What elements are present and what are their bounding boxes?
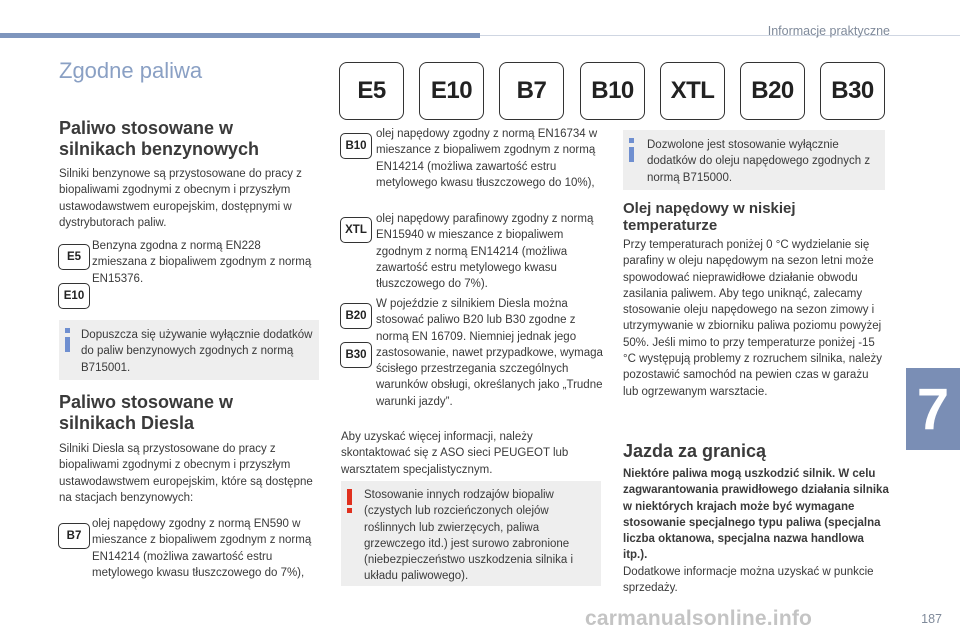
petrol-spec xyxy=(92,238,314,287)
badge-e10: E10 xyxy=(58,283,90,309)
chapter-tab: 7 xyxy=(906,368,960,450)
more-info xyxy=(341,429,603,478)
chapter-title: Informacje praktyczne xyxy=(767,24,890,38)
petrol-additive-note xyxy=(59,320,319,380)
diesel-intro xyxy=(59,441,321,506)
fuel-badge-b30: B30 xyxy=(820,62,885,120)
abroad-text: Dodatkowe informacje można uzyskać w punkcie sprzedaży. xyxy=(623,565,874,595)
petrol-intro-text: Silniki benzynowe są przystosowane do pracy z biopaliwami zgodnymi z obecnym i przyszłym ustawodawstwem europejskim, dostępnymi w dystrybutorach paliw. xyxy=(59,168,302,229)
xtl-spec xyxy=(376,211,608,292)
diesel-heading-text: Paliwo stosowane w silnikach Diesla xyxy=(59,392,234,433)
abroad-heading xyxy=(623,441,883,462)
diesel-additive-note xyxy=(623,130,885,190)
abroad-block xyxy=(623,466,889,596)
page-number: 187 xyxy=(921,612,942,626)
warning-icon xyxy=(347,489,353,513)
diesel-intro-text: Silniki Diesla są przystosowane do pracy z biopaliwami zgodnymi z obecnym i przyszłym ustawodawstwem europejskim, które są dostępne na stacjach benzynowych: xyxy=(59,443,313,504)
more-info-text: Aby uzyskać więcej informacji, należy skontaktować się z ASO sieci PEUGEOT lub warsztatem specjalistycznym. xyxy=(341,431,569,476)
petrol-heading xyxy=(59,118,309,160)
header-accent-bar xyxy=(0,33,480,38)
cold-text: Przy temperaturach poniżej 0 °C wydzielanie się parafiny w oleju napędowym na sezon letni może spowodować nieprawidłowe działanie obwodu zasilania paliwem. Aby tego uniknąć, zalecamy stosowanie oleju napędowego na sezon zimowy i utrzymywanie w zbiorniku paliwa poziomu powyżej 50%. Jeśli mimo to przy temperaturze poniżej -15 °C występują problemy z rozruchem silnika, należy pozostawić samochód na pewien czas w garażu lub ogrzewanym warsztacie. xyxy=(623,239,882,398)
fuel-badge-b10: B10 xyxy=(580,62,645,120)
b10-spec xyxy=(376,126,608,191)
fuel-badge-b20: B20 xyxy=(740,62,805,120)
cold-weather-text xyxy=(623,237,885,400)
badge-b20: B20 xyxy=(340,303,372,329)
petrol-spec-text: Benzyna zgodna z normą EN228 zmieszana z biopaliwem zgodnym z normą EN15376. xyxy=(92,240,312,285)
b20-spec-text: W pojeździe z silnikiem Diesla można stosować paliwo B20 lub B30 zgodne z normą EN 16709. Niemniej jednak jego zastosowanie, nawet przypadkowe, wymaga ścisłego przestrzegania szczególnych warunków obsługi, określanych jako „Trudne warunki jazdy”. xyxy=(376,298,603,408)
fuel-badge-e5: E5 xyxy=(339,62,404,120)
petrol-intro xyxy=(59,166,321,231)
watermark: carmanualsonline.info xyxy=(585,607,813,630)
info-note-text: Dozwolone jest stosowanie wyłącznie dodatków do oleju napędowego zgodnych z normą B715000. xyxy=(647,139,871,184)
warning-note-text: Stosowanie innych rodzajów biopaliw (czystych lub rozcieńczonych olejów roślinnych lub zwierzęcych, paliwa grzewczego itd.) jest surowo zabronione (niebezpieczeństwo uszkodzenia silnika i układu paliwowego). xyxy=(364,489,574,583)
petrol-heading-text: Paliwo stosowane w silnikach benzynowych xyxy=(59,118,260,159)
badge-b30: B30 xyxy=(340,342,372,368)
b7-spec xyxy=(92,516,314,581)
section-title: Zgodne paliwa xyxy=(59,58,203,83)
petrol-note-text: Dopuszcza się używanie wyłącznie dodatków do paliw benzynowych zgodnych z normą B715001. xyxy=(81,329,313,374)
b7-spec-text: olej napędowy zgodny z normą EN590 w mieszance z biopaliwem zgodnym z normą EN14214 (możliwa zawartość estru metylowego kwasu tłuszczowego do 7%), xyxy=(92,518,312,579)
cold-heading xyxy=(623,200,883,234)
diesel-heading xyxy=(59,392,309,434)
info-icon xyxy=(629,138,635,162)
xtl-spec-text: olej napędowy parafinowy zgodny z normą EN15940 w mieszance z biopaliwem zgodnym z normą EN14214 (możliwa zawartość estru metylowego kwasu tłuszczowego do 7%). xyxy=(376,213,594,291)
abroad-heading-text: Jazda za granicą xyxy=(623,441,767,461)
b20-b30-spec xyxy=(376,296,608,410)
info-icon xyxy=(65,328,71,352)
b10-spec-text: olej napędowy zgodny z normą EN16734 w mieszance z biopaliwem zgodnym z normą EN14214 (możliwa zawartość estru metylowego kwasu tłuszczowego do 10%), xyxy=(376,128,598,189)
badge-b7: B7 xyxy=(58,523,90,549)
badge-xtl: XTL xyxy=(340,217,372,243)
fuel-badge-xtl: XTL xyxy=(660,62,725,120)
badge-b10: B10 xyxy=(340,133,372,159)
fuel-badge-e10: E10 xyxy=(419,62,484,120)
abroad-bold-text: Niektóre paliwa mogą uszkodzić silnik. W celu zagwarantowania prawidłowego działania silnika w niektórych krajach może być wymagane stosowanie specjalnego typu paliwa (specjalna liczba oktanowa, specjalna nazwa handlowa itp.). xyxy=(623,468,889,562)
badge-e5: E5 xyxy=(58,244,90,270)
fuel-badge-b7: B7 xyxy=(499,62,564,120)
cold-heading-text: Olej napędowy w niskiej temperaturze xyxy=(623,200,796,234)
warning-note xyxy=(341,481,601,586)
